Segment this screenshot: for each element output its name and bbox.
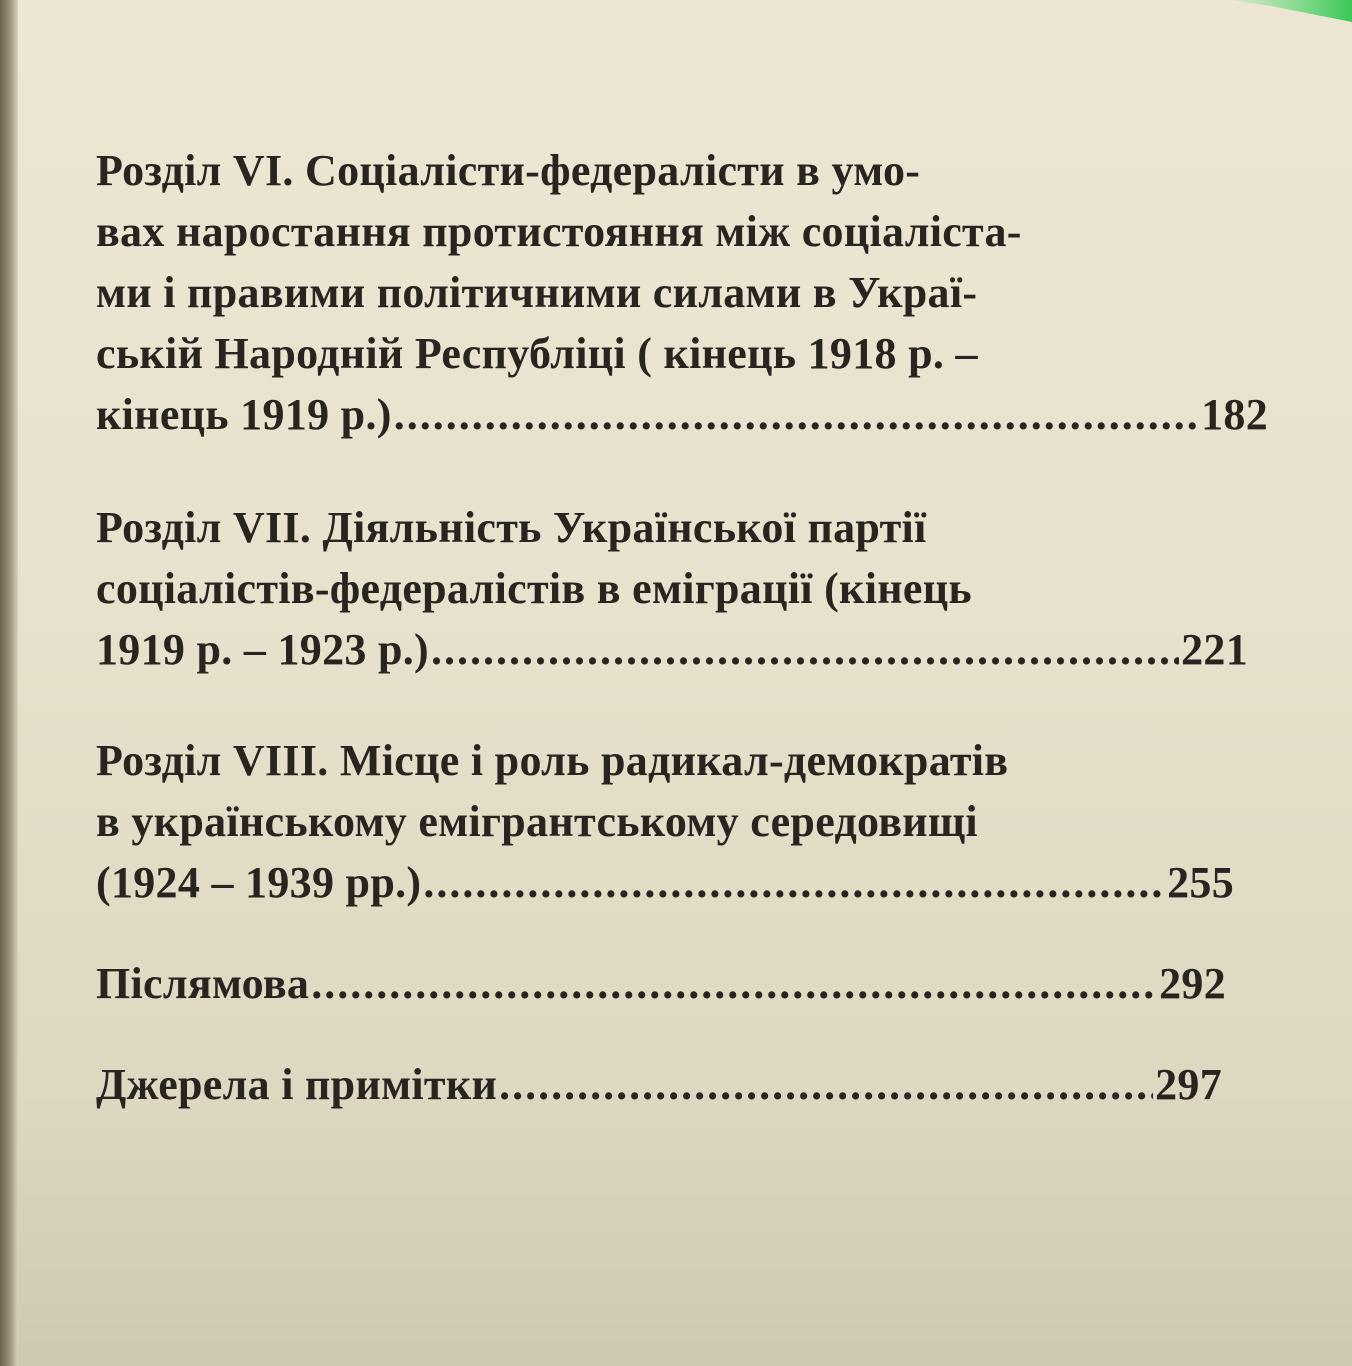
toc-leader-line bbox=[96, 953, 1226, 1014]
page-number: 221 bbox=[1181, 625, 1248, 674]
table-of-contents bbox=[96, 140, 1276, 1115]
toc-entry-last-line: (1924 – 1939 рр.) bbox=[96, 858, 422, 907]
dot-leader bbox=[423, 852, 1165, 913]
toc-entry-chapter-6 bbox=[96, 140, 1276, 445]
toc-entry-last-line: кінець 1919 р.) bbox=[96, 390, 392, 439]
book-spine-edge bbox=[0, 0, 18, 1366]
toc-entry-afterword bbox=[96, 953, 1276, 1014]
green-cover-corner bbox=[1232, 0, 1352, 22]
dot-leader bbox=[311, 953, 1157, 1014]
toc-entry-line: Розділ VIII. Місце і роль радикал-демократів bbox=[96, 736, 1009, 785]
toc-entry-chapter-8 bbox=[96, 730, 1276, 913]
toc-entry-line: Розділ VI. Соціалісти-федералісти в умо- bbox=[96, 146, 921, 195]
toc-leader-line bbox=[96, 619, 1248, 680]
toc-entry-sources bbox=[96, 1054, 1276, 1115]
toc-entry-line: в українському емігрантському середовищі bbox=[96, 797, 978, 846]
toc-entry-last-line: Післямова bbox=[96, 959, 310, 1008]
page-number: 255 bbox=[1167, 858, 1234, 907]
toc-entry-line: ській Народній Республіці ( кінець 1918 р. – bbox=[96, 329, 978, 378]
toc-entry-chapter-7 bbox=[96, 497, 1276, 680]
dot-leader bbox=[499, 1054, 1153, 1115]
dot-leader bbox=[394, 384, 1199, 445]
toc-entry-last-line: Джерела і примітки bbox=[96, 1060, 498, 1109]
toc-leader-line bbox=[96, 852, 1234, 913]
toc-entry-line: соціалістів-федералістів в еміграції (кінець bbox=[96, 564, 972, 613]
toc-leader-line bbox=[96, 1054, 1222, 1115]
toc-leader-line bbox=[96, 384, 1268, 445]
page-number: 297 bbox=[1155, 1060, 1222, 1109]
toc-entry-line: вах наростання протистояння між соціаліста- bbox=[96, 207, 1022, 256]
page-number: 182 bbox=[1201, 390, 1268, 439]
toc-entry-line: Розділ VII. Діяльність Української партії bbox=[96, 503, 927, 552]
dot-leader bbox=[431, 619, 1179, 680]
page-number: 292 bbox=[1159, 959, 1226, 1008]
toc-entry-last-line: 1919 р. – 1923 р.) bbox=[96, 625, 429, 674]
toc-entry-line: ми і правими політичними силами в Украї- bbox=[96, 268, 978, 317]
